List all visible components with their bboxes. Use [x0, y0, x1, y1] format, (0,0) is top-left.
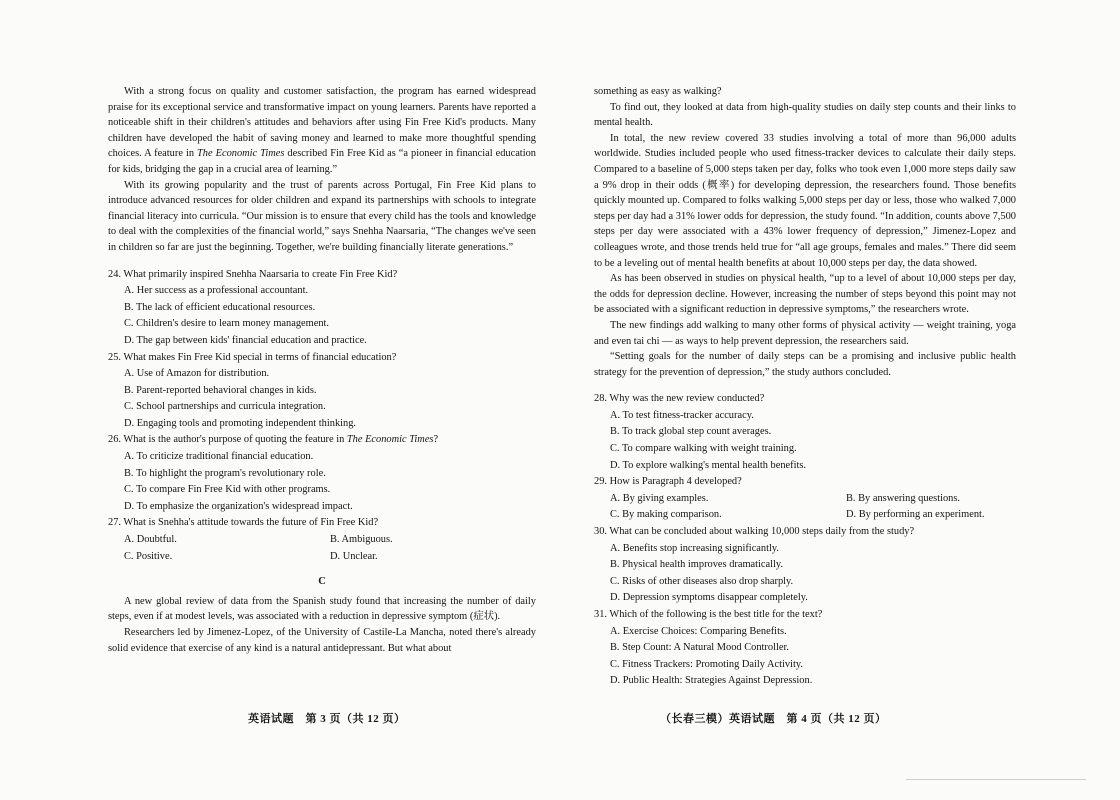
question-text: 25. What makes Fin Free Kid special in terms of financial education?: [108, 351, 397, 363]
option-b: B. To track global step count averages.: [610, 426, 772, 438]
question-text: 27. What is Snehha's attitude towards the future of Fin Free Kid?: [108, 517, 379, 529]
option-a: A. To criticize traditional financial education.: [124, 451, 314, 463]
option-a: A. Doubtful.: [124, 534, 177, 546]
option-d: D. The gap between kids' financial education and practice.: [124, 334, 367, 346]
option-a: A. Exercise Choices: Comparing Benefits.: [610, 625, 787, 637]
right-page-column: [594, 84, 1016, 690]
option-b: B. By answering questions.: [846, 492, 961, 504]
option-b: B. Ambiguous.: [330, 534, 393, 546]
question-28: [594, 391, 1016, 473]
question-text: 26. What is the author's purpose of quoting the feature in The Economic Times?: [108, 434, 439, 446]
question-26: [108, 432, 536, 514]
question-24: [108, 267, 536, 349]
section-heading-c: C: [318, 576, 326, 588]
passage-c-paragraph: Researchers led by Jimenez-Lopez, of the University of Castile-La Mancha, noted there's already solid evidence that exercise of any kind is a natural antidepressant. But what about: [108, 627, 536, 654]
option-c: C. To compare walking with weight training.: [610, 443, 797, 455]
question-27: [108, 515, 536, 564]
option-a: A. Her success as a professional accountant.: [124, 285, 309, 297]
passage-c-paragraph: “Setting goals for the number of daily steps can be a promising and inclusive public health strategy for the prevention of depression,” the study authors concluded.: [594, 351, 1016, 378]
question-text: 24. What primarily inspired Snehha Naarsaria to create Fin Free Kid?: [108, 268, 398, 280]
option-c: C. To compare Fin Free Kid with other programs.: [124, 484, 331, 496]
option-a: A. To test fitness-tracker accuracy.: [610, 409, 754, 421]
option-b: B. Parent-reported behavioral changes in kids.: [124, 384, 317, 396]
page-footer-left: 英语试题 第 3 页（共 12 页）: [248, 713, 406, 725]
option-c: C. School partnerships and curricula integration.: [124, 401, 326, 413]
option-b: B. The lack of efficient educational resources.: [124, 301, 316, 313]
option-d: D. Unclear.: [330, 550, 378, 562]
passage-c-paragraph: The new findings add walking to many other forms of physical activity — weight training, yoga and even tai chi — as ways to help prevent depression, the researchers said.: [594, 319, 1016, 347]
option-d: D. Public Health: Strategies Against Depression.: [610, 675, 813, 687]
option-d: D. Engaging tools and promoting independent thinking.: [124, 417, 357, 429]
option-d: D. To emphasize the organization's widespread impact.: [124, 500, 353, 512]
option-a: A. Use of Amazon for distribution.: [124, 368, 270, 380]
option-a: A. Benefits stop increasing significantly.: [610, 542, 780, 554]
option-a: A. By giving examples.: [610, 492, 709, 504]
question-29: [594, 474, 1016, 523]
question-25: [108, 350, 536, 432]
passage-c-paragraph: To find out, they looked at data from high-quality studies on daily step counts and their links to mental health.: [594, 101, 1016, 129]
page-footer-right: （长春三模）英语试题 第 4 页（共 12 页）: [660, 713, 887, 725]
question-text: 31. Which of the following is the best title for the text?: [594, 609, 823, 620]
option-c: C. Children's desire to learn money management.: [124, 318, 330, 330]
option-b: B. To highlight the program's revolutionary role.: [124, 467, 326, 479]
passage-b-paragraph: With its growing popularity and the trust of parents across Portugal, Fin Free Kid plans to introduce advanced resources for older children and expand its partnerships with schools to integrate financial literacy into curricula. “Our mission is to ensure that every child has the tools and knowledge to deal with the complexities of the financial world,” says Snehha Naarsaria, “The changes we've seen in children so far are just the beginning. Together, we're building financially literate generations.”: [108, 179, 536, 253]
passage-c-paragraph: In total, the new review covered 33 studies involving a total of more than 96,000 adults worldwide. Studies included people who used fitness-tracker devices to calculate their daily steps. Compared to a baseline of 5,000 steps taken per day, folks who took even 1,000 more steps daily saw a 9% drop in their odds (概率) for developing depression, the researchers found. Those benefits quickly mounted up. Compared to folks walking 5,000 steps per day or less, those who walked 7,000 steps per day had a 31% lower odds for depression, the study found. “In addition, counts above 7,500 steps per day were associated with a 43% lower frequency of depression,” Jimenez-Lopez and colleagues wrote, and those trends held true for “all age groups, females and males.” There did seem to be a leveling out of mental health benefits at about 10,000 steps per day, the data showed.: [594, 132, 1016, 269]
question-text: 28. Why was the new review conducted?: [594, 393, 765, 405]
passage-b-paragraph: With a strong focus on quality and customer satisfaction, the program has earned widespread praise for its exceptional service and transformative impact on young learners. Parents have reported a noticeable shift in their children's attitudes and behaviors after using Fin Free Kid's products. Many children have developed the habit of saving money and learned to make more thoughtful spending choices. A feature in The Economic Times described Fin Free Kid as “a pioneer in financial education for kids, bridging the gap in a crucial area of learning.”: [108, 86, 536, 175]
option-b: B. Step Count: A Natural Mood Controller.: [610, 642, 789, 654]
option-c: C. Fitness Trackers: Promoting Daily Activity.: [610, 658, 804, 670]
question-text: 30. What can be concluded about walking 10,000 steps daily from the study?: [594, 526, 915, 538]
question-31: [594, 607, 1016, 689]
option-c: C. By making comparison.: [610, 509, 722, 521]
option-b: B. Physical health improves dramatically.: [610, 559, 784, 571]
passage-c-paragraph: A new global review of data from the Spanish study found that increasing the number of daily steps, even if at modest levels, was associated with a reduction in depressive symptom (症状).: [108, 595, 536, 623]
question-text: 29. How is Paragraph 4 developed?: [594, 476, 742, 488]
option-c: C. Risks of other diseases also drop sharply.: [610, 575, 794, 587]
publication-title: The Economic Times: [197, 148, 285, 160]
option-d: D. To explore walking's mental health benefits.: [610, 459, 807, 471]
passage-c-paragraph: As has been observed in studies on physical health, “up to a level of about 10,000 steps per day, the odds for depression decline. However, increasing the number of steps beyond this point may not be associated with a significant reduction in depressive symptoms,” the researchers wrote.: [594, 273, 1016, 316]
option-d: D. By performing an experiment.: [846, 509, 985, 521]
option-c: C. Positive.: [124, 550, 173, 562]
scan-artifact-line: [906, 779, 1086, 780]
passage-c-paragraph: something as easy as walking?: [594, 86, 722, 97]
question-30: [594, 524, 1016, 606]
option-d: D. Depression symptoms disappear completely.: [610, 592, 808, 604]
left-page-column: [108, 84, 536, 656]
